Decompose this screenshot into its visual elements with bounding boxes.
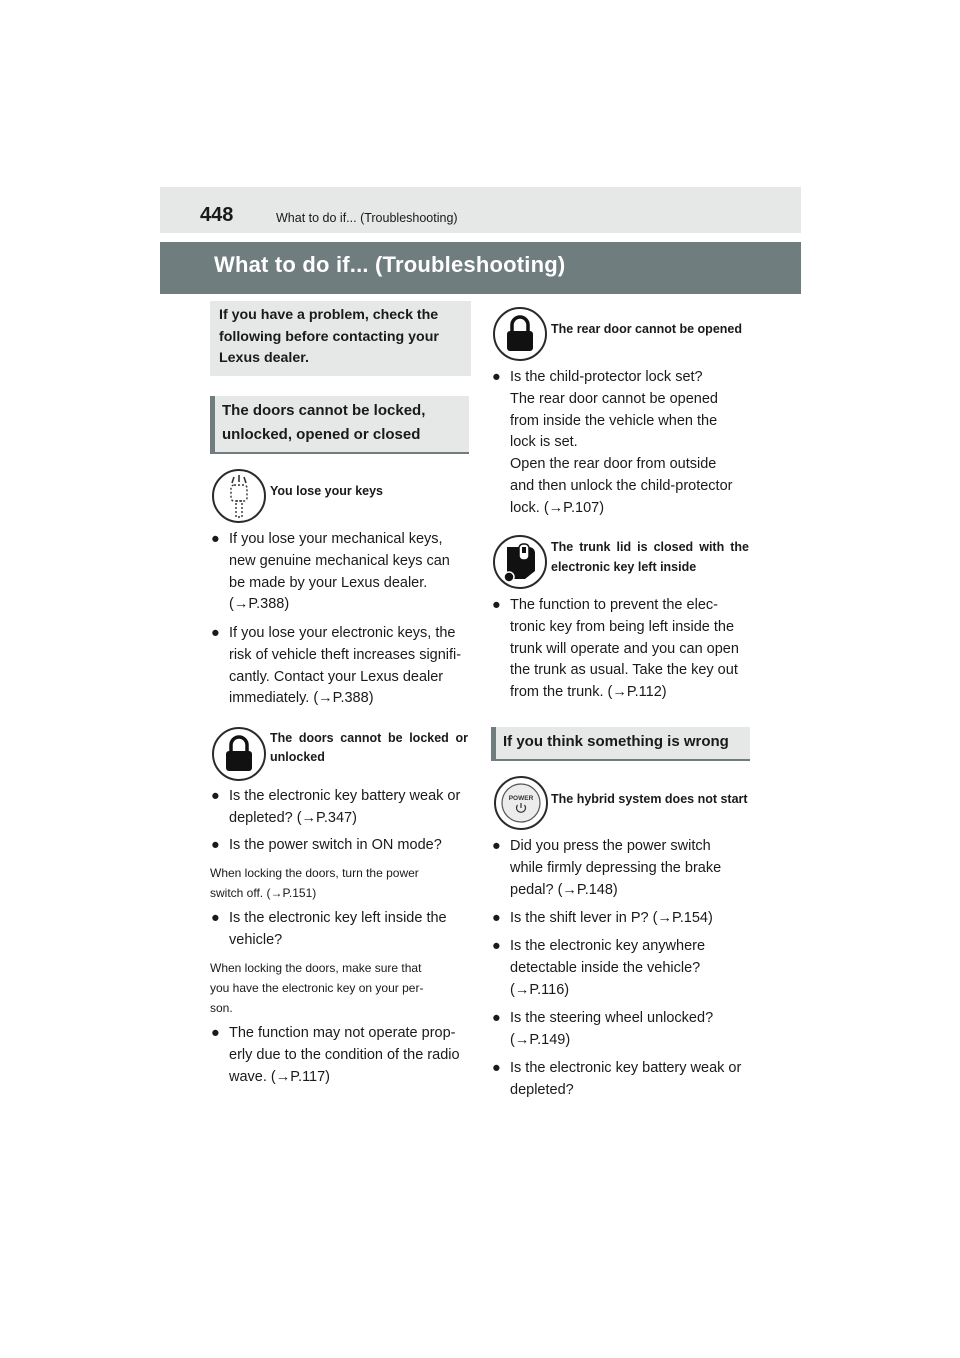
section-title-line: unlocked, opened or closed bbox=[222, 426, 421, 443]
key-in-trunk-icon bbox=[493, 535, 547, 589]
bullet-dot: ● bbox=[211, 625, 220, 641]
section-title: If you think something is wrong bbox=[503, 733, 729, 750]
padlock-icon bbox=[212, 727, 266, 781]
list-item: ● Is the power switch in ON mode? bbox=[211, 835, 473, 857]
list-item: ● Is the steering wheel unlocked? (→P.149) bbox=[492, 1010, 714, 1048]
section-header-doors bbox=[210, 396, 469, 454]
subheading-trunk-line2: electronic key left inside bbox=[551, 560, 697, 574]
bullet-dot: ● bbox=[211, 837, 220, 853]
note-text: When locking the doors, make sure that you have the electronic key on your per- son. bbox=[210, 961, 424, 1015]
list-item: ● Is the electronic key battery weak or depleted? bbox=[492, 1060, 742, 1098]
running-header-bar bbox=[160, 187, 801, 233]
list-item: ● Is the electronic key battery weak or depleted? (→P.347) bbox=[211, 788, 461, 826]
subheading-doors-locked-line2: unlocked bbox=[270, 750, 325, 764]
list-item: ● If you lose your electronic keys, the risk of vehicle theft increases signifi- cantly. Contact your Lexus dealer immediately. (→P.388) bbox=[211, 625, 462, 707]
bullet-dot: ● bbox=[211, 910, 220, 926]
list-item: ● Did you press the power switch while firmly depressing the brake pedal? (→P.148) bbox=[492, 838, 722, 898]
bullet-dot: ● bbox=[492, 938, 501, 954]
list-item: ● Is the shift lever in P? (→P.154) bbox=[492, 908, 754, 930]
note-text: When locking the doors, turn the power switch off. (→P.151) bbox=[210, 866, 419, 900]
subheading-trunk: The trunk lid is closed with the bbox=[551, 540, 749, 554]
subheading-rear-door: The rear door cannot be opened bbox=[551, 322, 742, 336]
bullet-dot: ● bbox=[492, 1060, 501, 1076]
subheading-doors-locked: The doors cannot be locked or bbox=[270, 731, 468, 745]
subheading-hybrid: The hybrid system does not start bbox=[551, 792, 748, 806]
bullet-dot: ● bbox=[492, 597, 501, 613]
running-title: What to do if... (Troubleshooting) bbox=[276, 211, 458, 225]
power-label: POWER bbox=[508, 795, 534, 802]
bullet-dot: ● bbox=[492, 1010, 501, 1026]
list-item: ● The function may not operate prop- erly due to the condition of the radio wave. (→P.117) bbox=[211, 1025, 460, 1085]
list-item: ● If you lose your mechanical keys, new genuine mechanical keys can be made by your Lexus dealer. (→P.388) bbox=[211, 531, 450, 613]
bullet-dot: ● bbox=[211, 1025, 220, 1041]
intro-text: If you have a problem, check the following before contacting your Lexus dealer. bbox=[219, 307, 439, 366]
bullet-dot: ● bbox=[211, 531, 220, 547]
lost-keys-icon bbox=[212, 469, 266, 523]
padlock-icon bbox=[493, 307, 547, 361]
bullet-dot: ● bbox=[492, 910, 501, 926]
list-item: ● Is the electronic key left inside the vehicle? bbox=[211, 910, 447, 948]
section-title-line: The doors cannot be locked, bbox=[222, 402, 426, 419]
page-number: 448 bbox=[200, 204, 234, 226]
bullet-dot: ● bbox=[492, 838, 501, 854]
intro-box bbox=[210, 301, 471, 376]
bullet-dot: ● bbox=[211, 788, 220, 804]
subheading-lost-keys: You lose your keys bbox=[270, 484, 384, 498]
list-item: ● Is the electronic key anywhere detectable inside the vehicle? (→P.116) bbox=[492, 938, 706, 998]
section-header-wrong bbox=[491, 727, 750, 761]
power-button-icon bbox=[494, 776, 548, 830]
bullet-dot: ● bbox=[492, 369, 501, 385]
list-item: ● The function to prevent the elec- tronic key from being left inside the trunk will operate and you can open the trunk as usual. Take the key out from the trunk. (→P.112) bbox=[492, 597, 739, 701]
list-item: ● Is the child-protector lock set? The rear door cannot be opened from inside the vehicle when the lock is set. Open the rear door from outside and then unlock the child-protector lock. (→P.107) bbox=[492, 369, 733, 516]
page-title: What to do if... (Troubleshooting) bbox=[214, 252, 566, 277]
